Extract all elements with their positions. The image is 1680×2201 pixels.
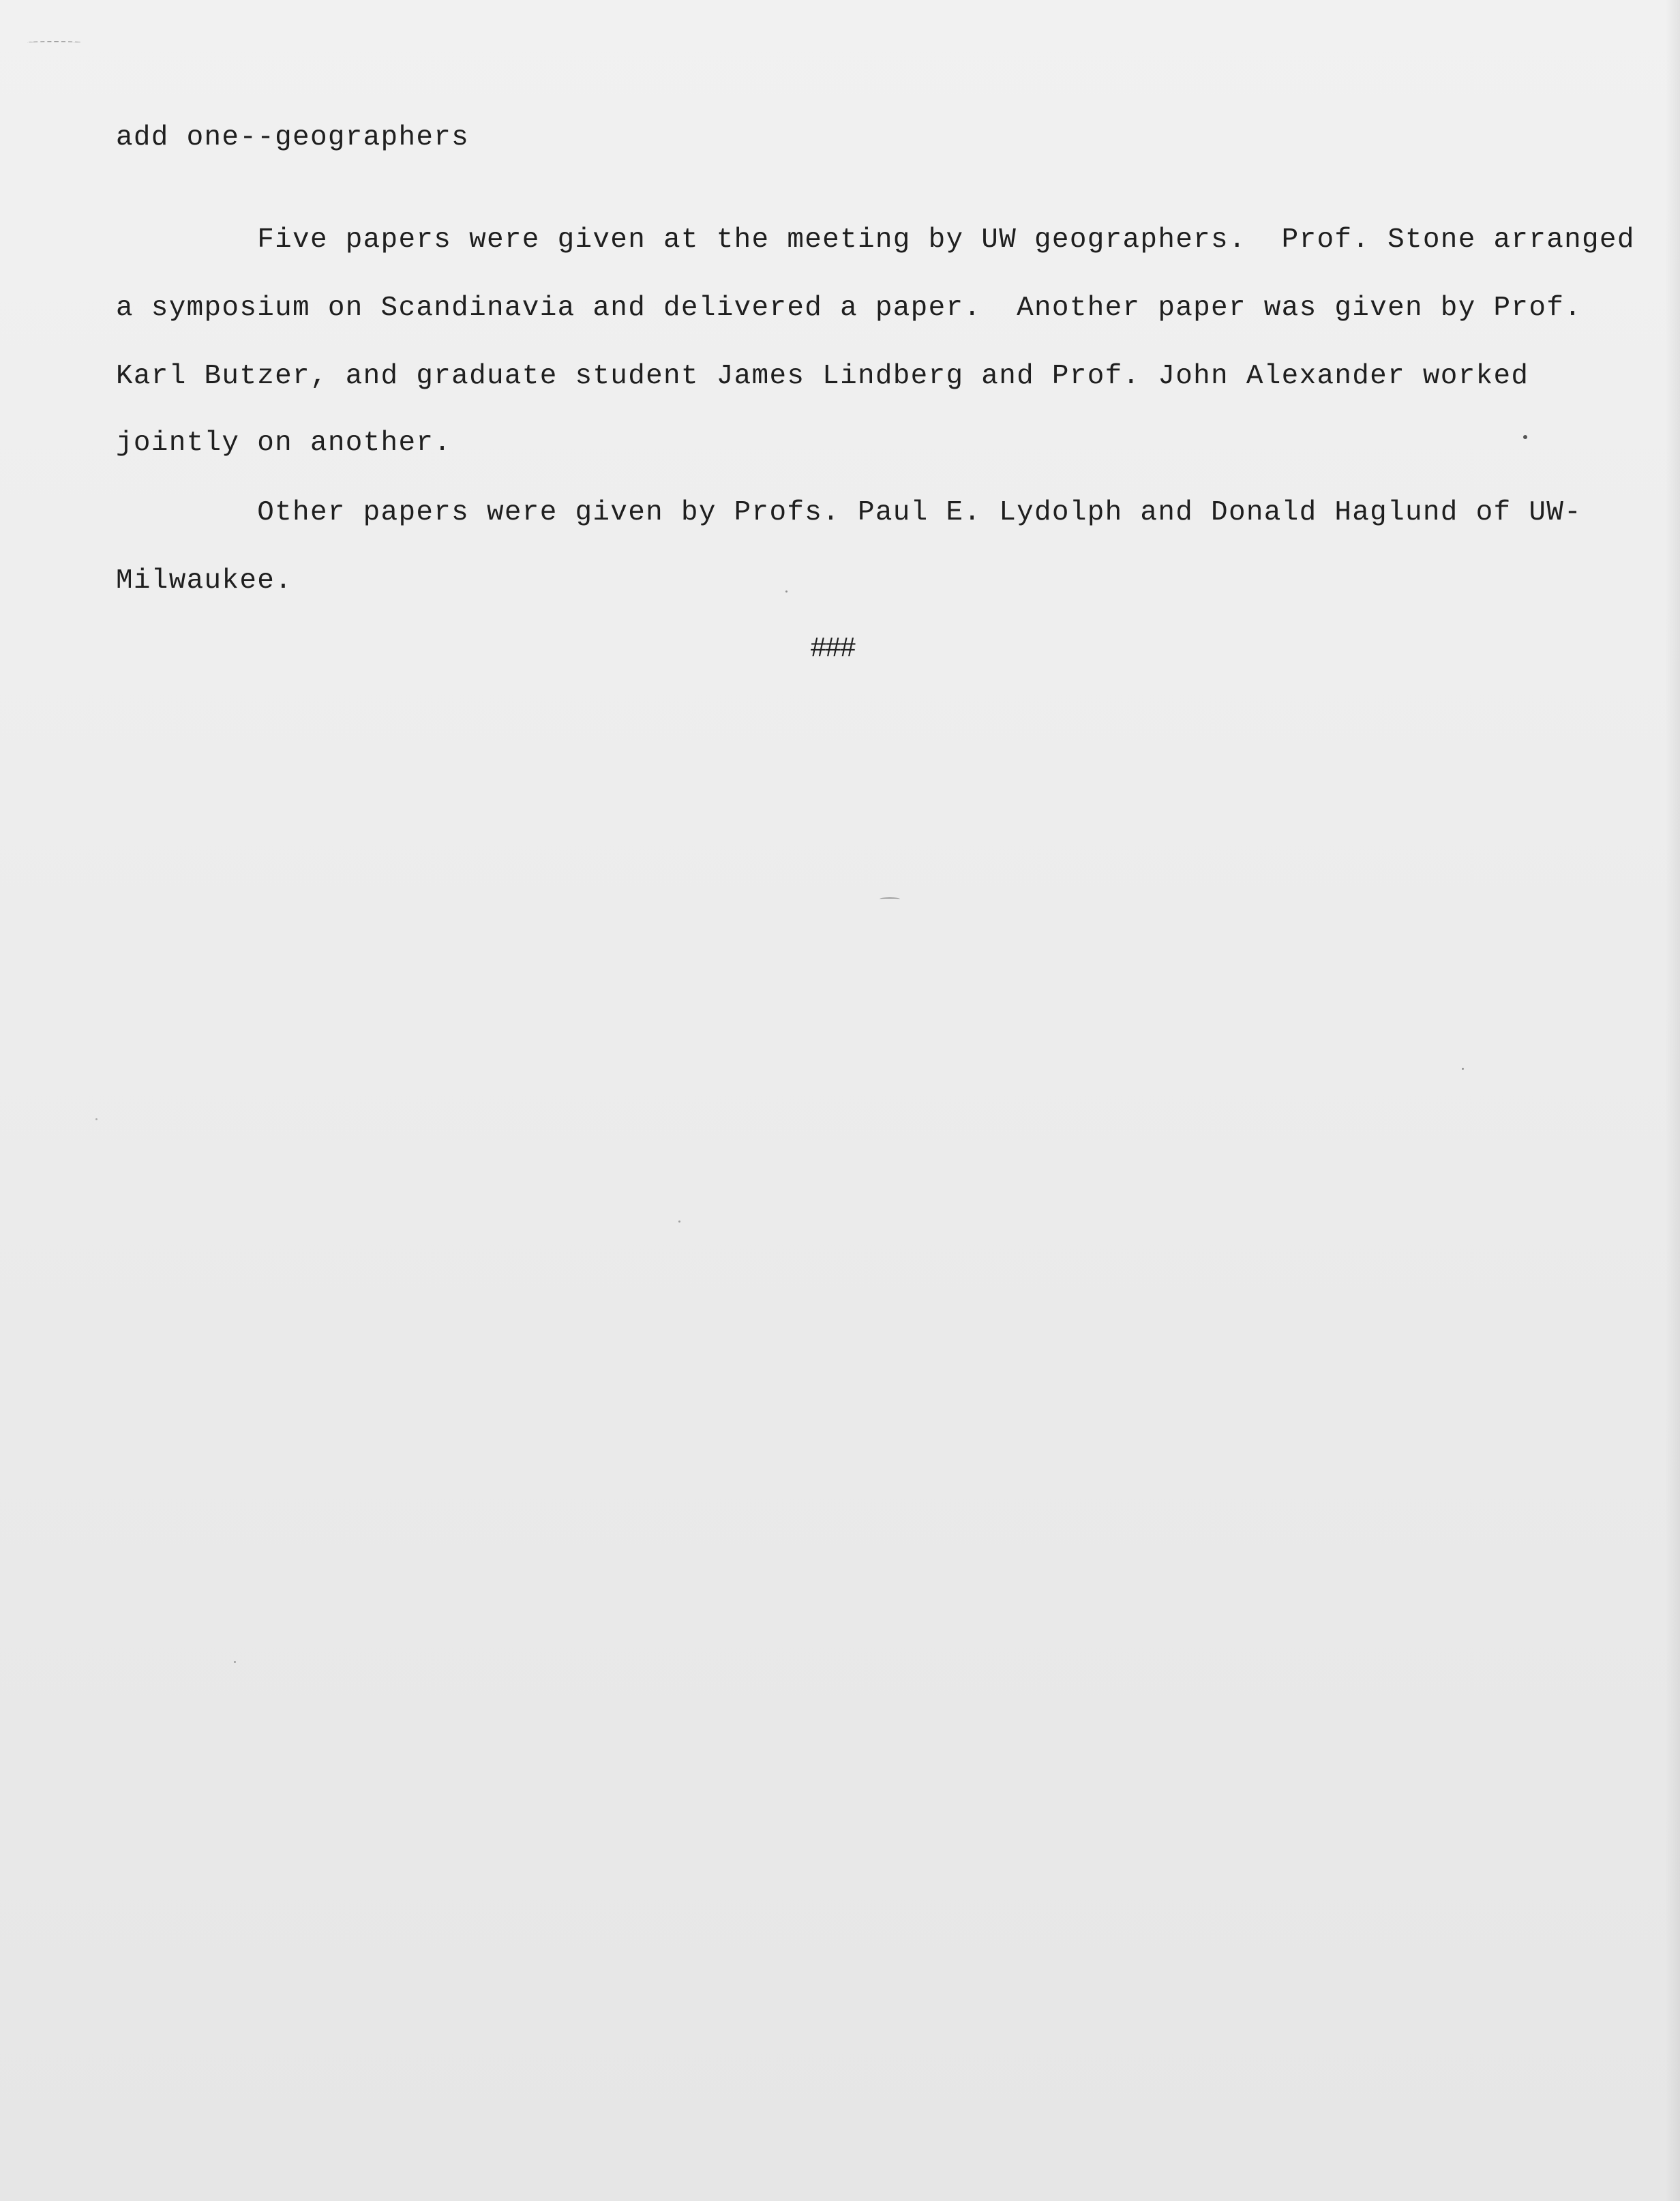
text-line: jointly on another.	[116, 428, 452, 459]
end-mark: ###	[810, 633, 854, 665]
paper-speck	[1523, 435, 1527, 439]
paper-mark	[880, 897, 900, 901]
text-line: a symposium on Scandinavia and delivered a paper. Another paper was given by Prof.	[116, 293, 1582, 324]
paper-speck	[1462, 1068, 1464, 1070]
text-line: Other papers were given by Profs. Paul E. Lydolph and Donald Haglund of UW-	[116, 497, 1582, 528]
text-line: Five papers were given at the meeting by UW geographers. Prof. Stone arranged	[116, 224, 1635, 256]
paper-speck	[785, 590, 787, 593]
document-heading: add one--geographers	[116, 122, 470, 153]
text-line: Milwaukee.	[116, 565, 293, 597]
paper-speck	[678, 1221, 680, 1223]
text-line: Karl Butzer, and graduate student James Lindberg and Prof. John Alexander worked	[116, 361, 1529, 392]
paper-mark	[27, 41, 82, 44]
paper-speck	[234, 1661, 236, 1663]
paper-speck	[95, 1118, 97, 1120]
